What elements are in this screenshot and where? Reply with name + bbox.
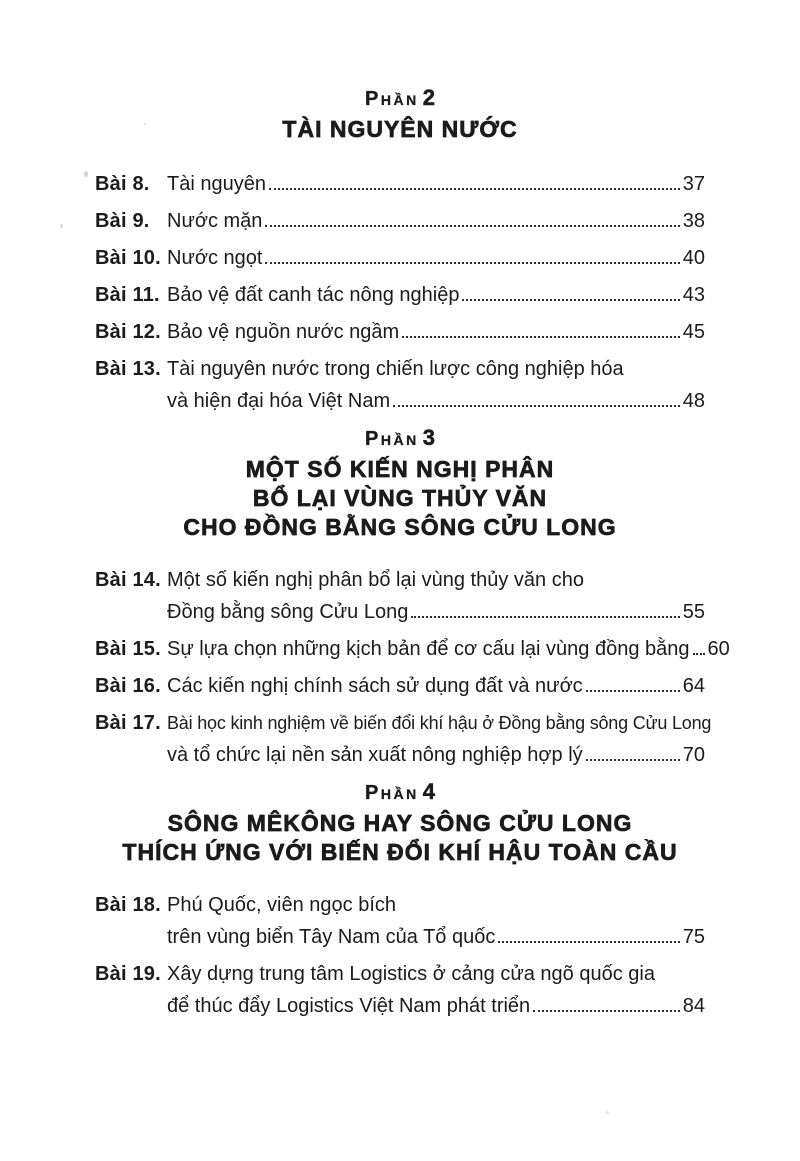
toc-entry bbox=[95, 893, 705, 917]
entry-number: Bài 16. bbox=[95, 675, 161, 697]
entry-title: Phú Quốc, viên ngọc bích bbox=[167, 894, 397, 916]
toc-entry bbox=[95, 357, 705, 381]
entry-title-line2: trên vùng biển Tây Nam của Tổ quốc bbox=[167, 926, 496, 948]
part-number: 2 bbox=[422, 85, 435, 110]
toc-entries bbox=[95, 568, 730, 767]
part-heading bbox=[95, 426, 705, 453]
scan-speck bbox=[60, 224, 63, 228]
part-number: 3 bbox=[422, 425, 435, 450]
toc-entry bbox=[95, 172, 705, 196]
part-title-line: BỔ LẠI VÙNG THỦY VĂN bbox=[252, 485, 548, 511]
dot-leader bbox=[393, 404, 680, 407]
entry-title-line2: và tổ chức lại nền sản xuất nông nghiệp hợp lý bbox=[167, 744, 583, 766]
dot-leader bbox=[402, 335, 680, 338]
entry-number: Bài 10. bbox=[95, 247, 161, 269]
dot-leader bbox=[498, 940, 679, 943]
dot-leader bbox=[265, 261, 679, 264]
scan-speck bbox=[606, 1111, 609, 1114]
toc-entry bbox=[95, 246, 705, 270]
toc-entries bbox=[95, 893, 705, 1018]
entry-title: Các kiến nghị chính sách sử dụng đất và nước bbox=[167, 675, 583, 697]
dot-leader bbox=[462, 298, 679, 301]
part-title bbox=[95, 115, 705, 144]
toc-entries bbox=[95, 172, 705, 413]
page-number: 37 bbox=[682, 173, 705, 195]
entry-title: Sự lựa chọn những kịch bản để cơ cấu lại vùng đồng bằng bbox=[167, 638, 690, 660]
toc-entry bbox=[95, 674, 705, 698]
page-number: 70 bbox=[682, 744, 705, 766]
entry-number: Bài 15. bbox=[95, 638, 161, 660]
page-number: 38 bbox=[682, 210, 705, 232]
toc-entry bbox=[95, 568, 705, 592]
entry-title: Bảo vệ nguồn nước ngầm bbox=[167, 321, 400, 343]
part-label: Phần bbox=[365, 428, 419, 450]
part-label: Phần bbox=[365, 88, 419, 110]
entry-title: Xây dựng trung tâm Logistics ở cảng cửa ngõ quốc gia bbox=[167, 963, 655, 985]
page-number: 60 bbox=[707, 638, 730, 660]
scan-speck bbox=[84, 171, 88, 177]
part-title-line: THÍCH ỨNG VỚI BIẾN ĐỔI KHÍ HẬU TOÀN CẦU bbox=[122, 839, 678, 865]
entry-number: Bài 8. bbox=[95, 173, 150, 195]
entry-number: Bài 11. bbox=[95, 284, 160, 306]
entry-number: Bài 9. bbox=[95, 210, 150, 232]
entry-number: Bài 19. bbox=[95, 963, 161, 985]
toc-section-part-2 bbox=[95, 86, 705, 413]
dot-leader bbox=[265, 224, 679, 227]
page-number: 40 bbox=[682, 247, 705, 269]
part-title-line: MỘT SỐ KIẾN NGHỊ PHÂN bbox=[245, 456, 555, 482]
toc-entry bbox=[95, 320, 705, 344]
part-title bbox=[95, 809, 705, 867]
toc-section-part-3 bbox=[95, 425, 730, 767]
toc-entry-continuation bbox=[95, 925, 705, 949]
entry-title: Bài học kinh nghiệm về biến đổi khí hậu ở Đồng bằng sông Cửu Long bbox=[167, 713, 712, 733]
dot-leader bbox=[693, 652, 705, 655]
part-title-line: TÀI NGUYÊN NƯỚC bbox=[282, 116, 518, 142]
entry-number: Bài 13. bbox=[95, 358, 161, 380]
entry-title: Tài nguyên nước trong chiến lược công nghiệp hóa bbox=[167, 358, 624, 380]
toc-entry bbox=[95, 283, 705, 307]
entry-title-line2: và hiện đại hóa Việt Nam bbox=[167, 390, 391, 412]
entry-title: Bảo vệ đất canh tác nông nghiệp bbox=[167, 284, 460, 306]
page-number: 48 bbox=[682, 390, 705, 412]
part-title bbox=[95, 455, 705, 542]
toc-entry-continuation bbox=[95, 389, 705, 413]
dot-leader bbox=[586, 758, 680, 761]
dot-leader bbox=[269, 187, 680, 190]
part-label: Phần bbox=[365, 782, 419, 804]
page-number: 84 bbox=[682, 995, 705, 1017]
toc-entry bbox=[95, 711, 712, 735]
part-heading bbox=[95, 86, 705, 113]
entry-title: Một số kiến nghị phân bổ lại vùng thủy văn cho bbox=[167, 569, 584, 591]
entry-title-line2: Đồng bằng sông Cửu Long bbox=[167, 601, 409, 623]
dot-leader bbox=[533, 1009, 680, 1012]
scan-speck bbox=[144, 123, 146, 125]
toc-entry-continuation bbox=[95, 743, 705, 767]
toc-entry-continuation bbox=[95, 994, 705, 1018]
entry-number: Bài 14. bbox=[95, 569, 161, 591]
page-number: 75 bbox=[682, 926, 705, 948]
dot-leader bbox=[411, 615, 679, 618]
dot-leader bbox=[586, 689, 680, 692]
page-number: 43 bbox=[682, 284, 705, 306]
entry-title: Nước ngọt bbox=[167, 247, 263, 269]
entry-title-line2: để thúc đẩy Logistics Việt Nam phát triển bbox=[167, 995, 531, 1017]
entry-number: Bài 18. bbox=[95, 894, 161, 916]
part-title-line: SÔNG MÊKÔNG HAY SÔNG CỬU LONG bbox=[167, 810, 633, 836]
part-title-line: CHO ĐỒNG BẰNG SÔNG CỬU LONG bbox=[183, 514, 617, 540]
entry-number: Bài 12. bbox=[95, 321, 161, 343]
part-heading bbox=[95, 780, 705, 807]
entry-title: Nước mặn bbox=[167, 210, 263, 232]
toc-section-part-4 bbox=[95, 780, 705, 1018]
page-number: 55 bbox=[682, 601, 705, 623]
page-number: 45 bbox=[682, 321, 705, 343]
entry-number: Bài 17. bbox=[95, 712, 161, 734]
toc-entry-continuation bbox=[95, 600, 705, 624]
entry-title: Tài nguyên bbox=[167, 173, 266, 195]
toc-entry bbox=[95, 962, 705, 986]
toc-entry bbox=[95, 637, 730, 661]
toc-entry bbox=[95, 209, 705, 233]
part-number: 4 bbox=[422, 779, 435, 804]
page-number: 64 bbox=[682, 675, 705, 697]
